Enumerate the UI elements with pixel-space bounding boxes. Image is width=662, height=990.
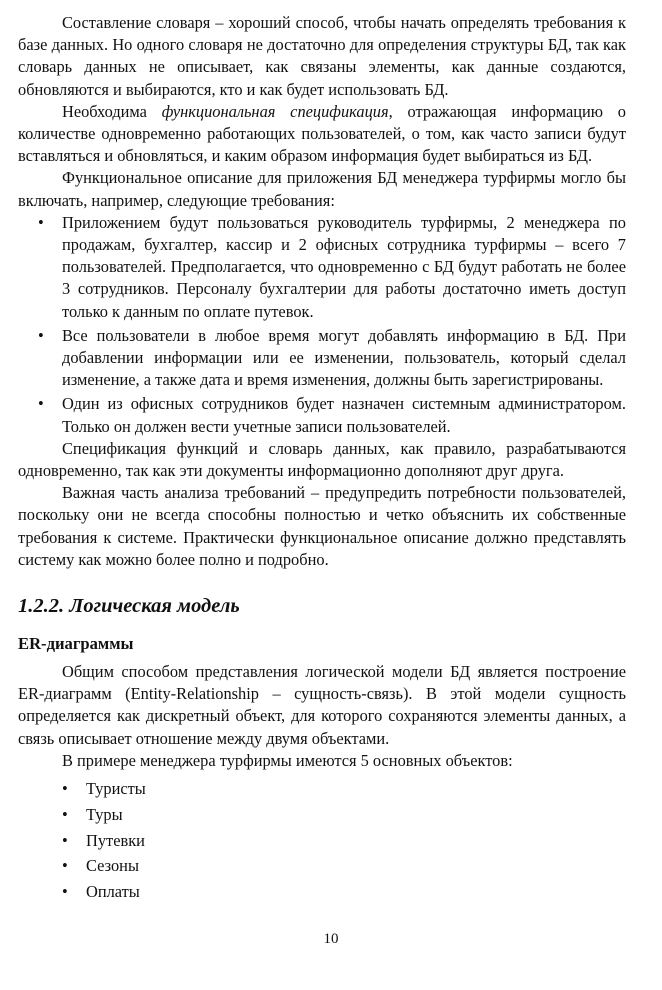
- bullet-icon: •: [38, 212, 44, 232]
- list-item: [18, 853, 626, 879]
- subsection-heading: ER-диаграммы: [18, 634, 134, 654]
- bullet-icon: •: [38, 394, 44, 414]
- section-heading: 1.2.2. Логическая модель: [18, 595, 240, 618]
- object-name: Сезоны: [86, 856, 139, 876]
- object-name: Оплаты: [86, 882, 140, 902]
- object-name: Туры: [86, 804, 123, 824]
- document-page: [18, 12, 626, 905]
- bullet-icon: •: [62, 882, 68, 902]
- paragraph-functional-spec-start: Необходима: [62, 101, 162, 121]
- bullet-icon: •: [62, 779, 68, 799]
- paragraph-functional-description: Функциональное описание для приложения БД менеджера турфирмы могло бы включать, например, следующие требования:: [18, 168, 626, 210]
- object-name: Туристы: [86, 779, 146, 799]
- objects-list: [18, 776, 626, 905]
- list-item: [18, 776, 626, 802]
- paragraph-functional-spec: [18, 101, 626, 168]
- object-name: Путевки: [86, 830, 145, 850]
- list-item: [18, 879, 626, 905]
- term-functional-specification: функциональная спецификация: [161, 101, 389, 121]
- paragraph-spec-and-dictionary: Спецификация функций и словарь данных, как правило, разрабатываются одновременно, так как эти документы информационно дополняют друг друга.: [18, 438, 626, 481]
- paragraph-objects-intro: В примере менеджера турфирмы имеются 5 основных объектов:: [62, 750, 513, 770]
- requirement-item: [18, 393, 626, 437]
- requirement-item: [18, 212, 626, 323]
- paragraph-er-diagrams: Общим способом представления логической модели БД является построение ER-диаграмм (Entity-Relationship – сущность-связь). В этой модели сущность определяется как дискретный объект, для которого сохраняются элементы данных, а связь описывает отношение между двумя объектами.: [18, 662, 626, 748]
- bullet-icon: •: [38, 325, 44, 345]
- list-item: [18, 828, 626, 854]
- bullet-icon: •: [62, 804, 68, 824]
- requirement-text: Один из офисных сотрудников будет назначен системным администратором. Только он должен вести учетные записи пользователей.: [62, 394, 626, 436]
- paragraph-requirements-analysis: Важная часть анализа требований – предупредить потребности пользователей, поскольку они не всегда способны полностью и четко объяснить их собственные требования к системе. Практически функциональное описание должно представлять систему как можно более полно и подробно.: [18, 483, 626, 569]
- requirement-item: [18, 325, 626, 392]
- paragraph-functional-spec-end: , отражающая информацию о количестве одновременно работающих пользователей, о том, как часто записи будут вставляться и обновляться, и каким образом информация будет выбираться из БД.: [18, 101, 626, 166]
- paragraph-dictionary: Составление словаря – хороший способ, чтобы начать определять требования к базе данных. Но одного словаря не достаточно для определения структуры БД, так как словарь данных не описывает, как связаны элементы, как данные создаются, обновляются и выбираются, кто и как будет использовать БД.: [18, 13, 626, 99]
- requirement-text: Все пользователи в любое время могут добавлять информацию в БД. При добавлении информации или ее изменении, пользователь, который сделал изменение, а также дата и время изменения, должны быть зарегистрированы.: [62, 325, 626, 390]
- bullet-icon: •: [62, 830, 68, 850]
- page-number: 10: [323, 931, 339, 947]
- requirement-text: Приложением будут пользоваться руководитель турфирмы, 2 менеджера по продажам, бухгалтер, кассир и 2 офисных сотрудника турфирмы – всего 7 пользователей. Предполагается, что одновременно с БД будут работать не более 3 сотрудников. Персоналу бухгалтерии для работы достаточно иметь доступ только к данным по оплате путевок.: [62, 212, 626, 321]
- list-item: [18, 802, 626, 828]
- bullet-icon: •: [62, 856, 68, 876]
